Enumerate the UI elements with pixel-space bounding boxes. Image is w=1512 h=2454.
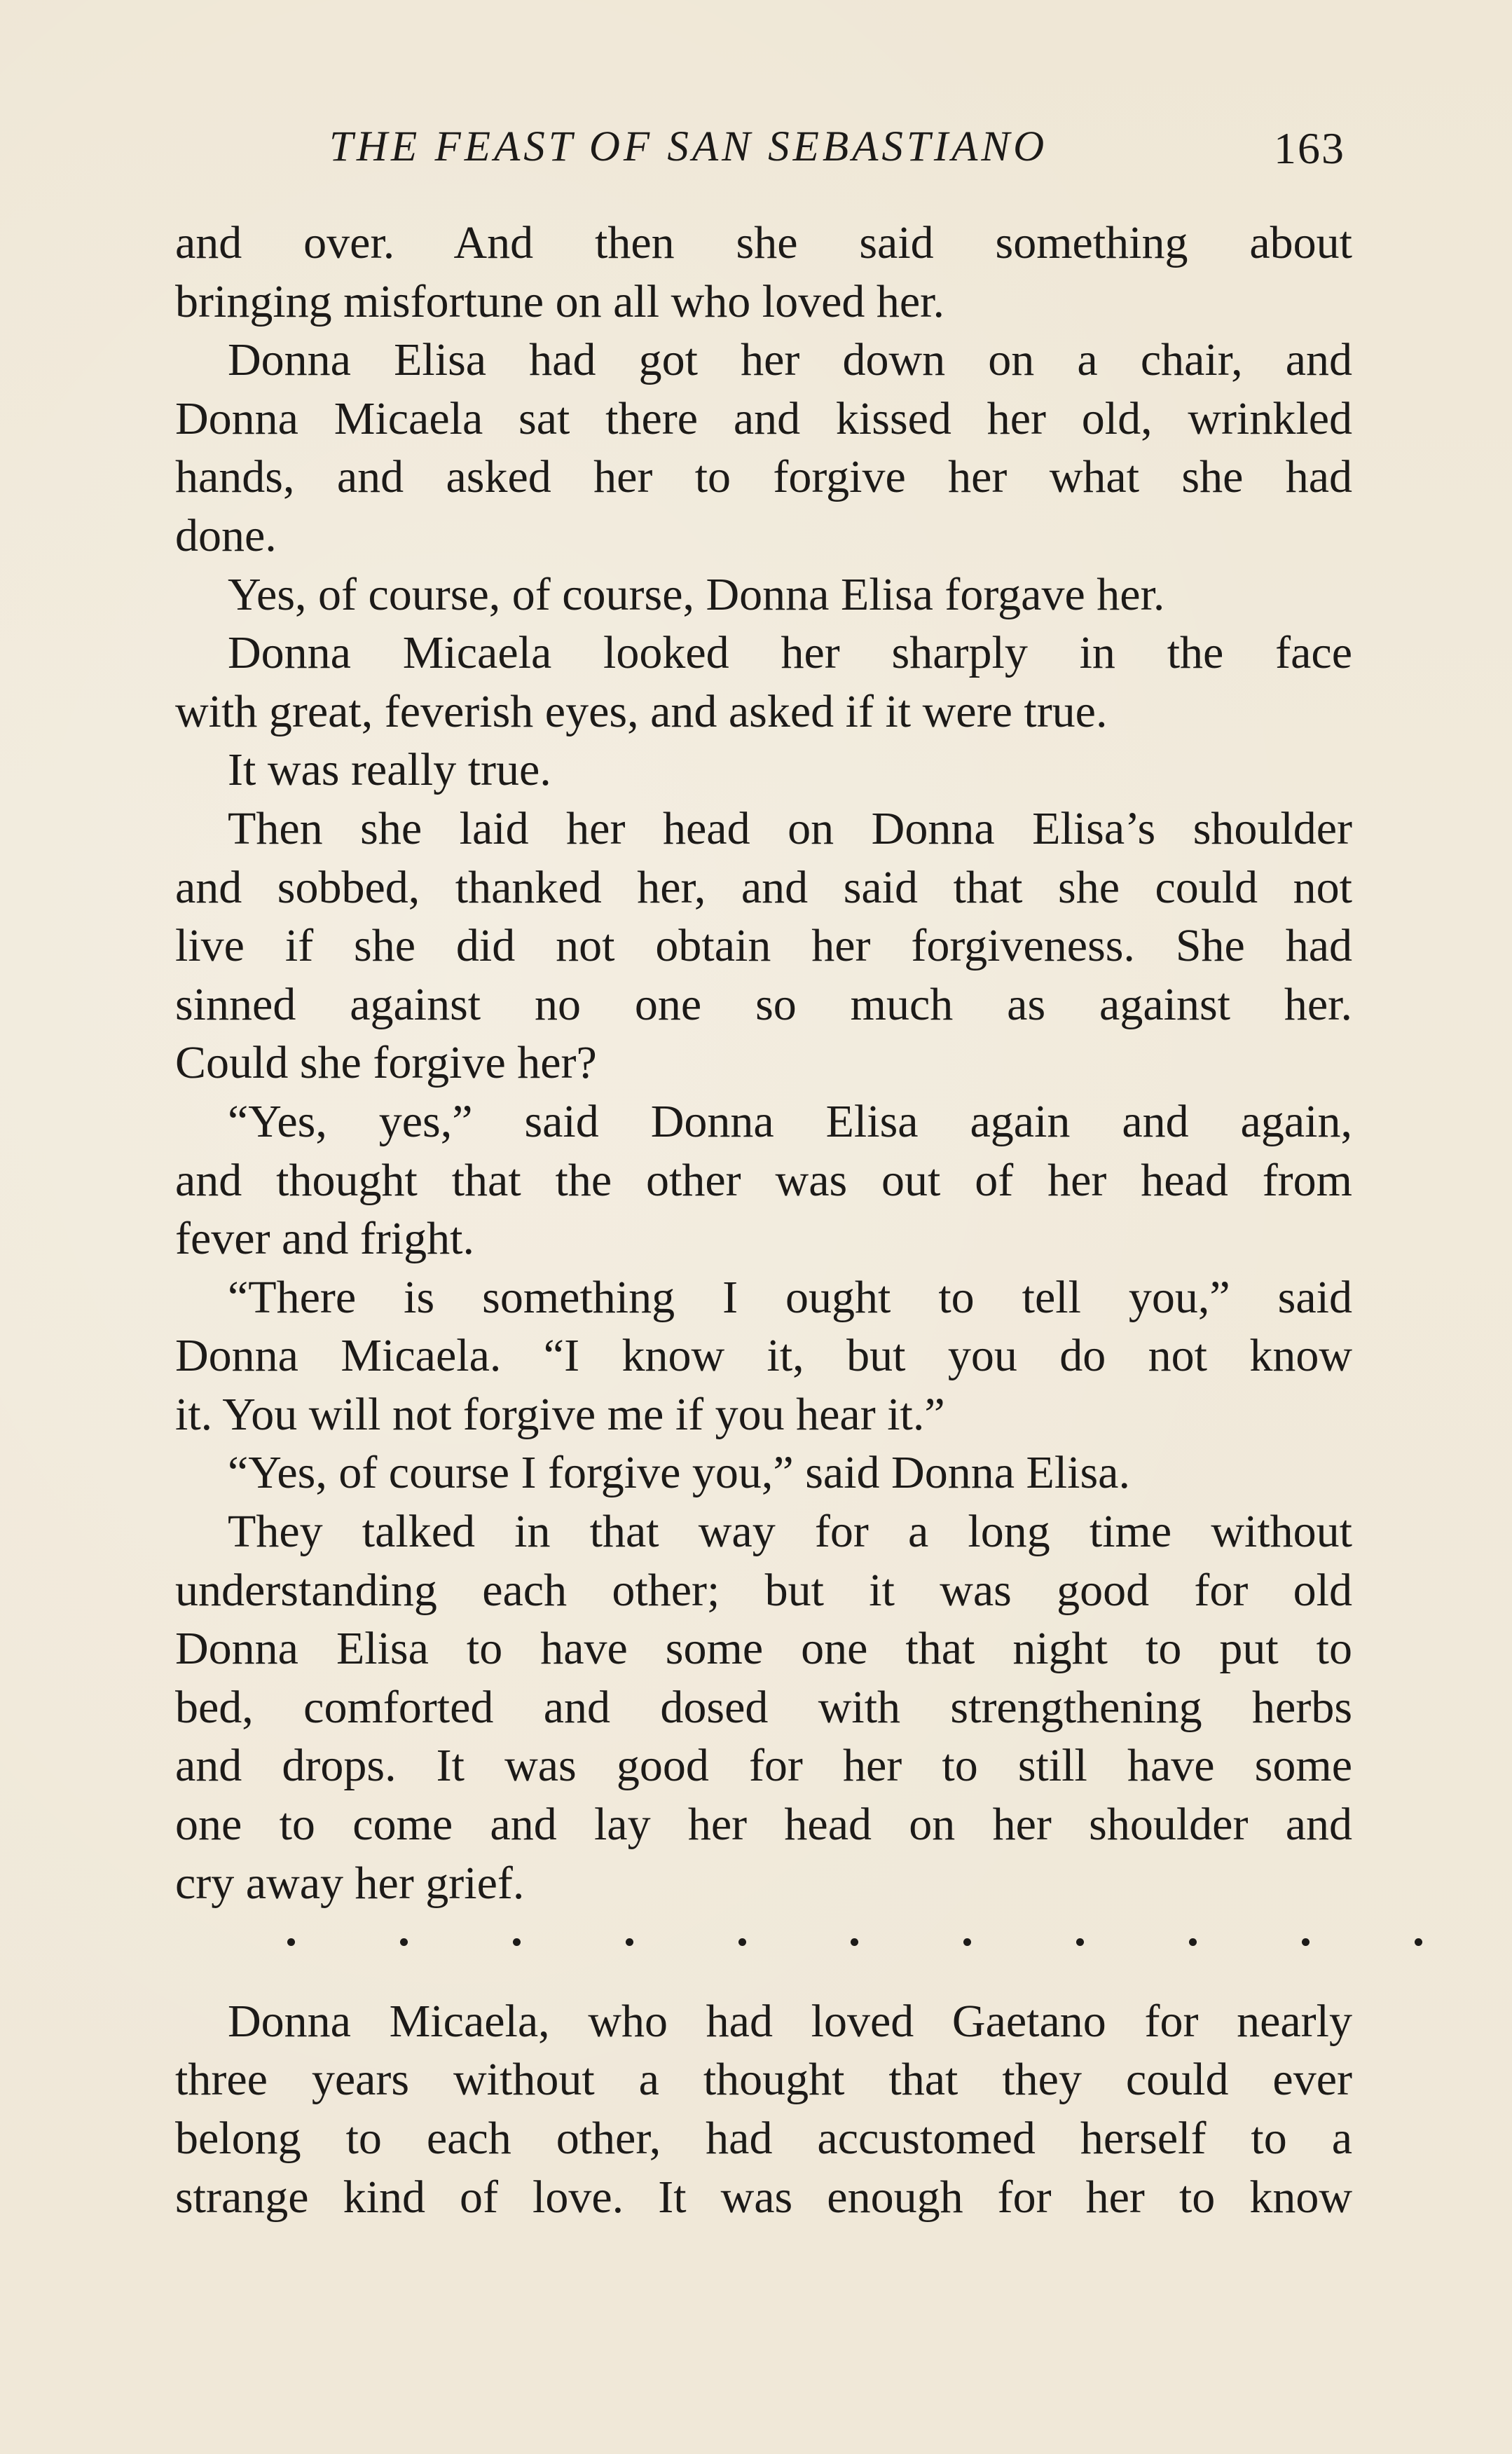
text-line: it. You will not forgive me if you hear it.” bbox=[175, 1388, 945, 1440]
text-line: done. bbox=[175, 509, 277, 561]
text-line: Yes, of course, of course, Donna Elisa forgave her. bbox=[228, 568, 1165, 620]
section-break-dot bbox=[1189, 1938, 1197, 1946]
text-line: Could she forgive her? bbox=[175, 1037, 597, 1089]
text-line: and over. And then she said something about bbox=[175, 217, 1352, 268]
section-break-dot bbox=[1415, 1938, 1422, 1946]
text-line: Donna Micaela looked her sharply in the face bbox=[228, 627, 1352, 679]
text-line: cry away her grief. bbox=[175, 1857, 525, 1909]
text-line: Donna Micaela, who had loved Gaetano for nearly bbox=[228, 1995, 1352, 2047]
section-gap bbox=[175, 1971, 1352, 1992]
text-line: It was really true. bbox=[228, 744, 551, 796]
text-line: bed, comforted and dosed with strengthening herbs bbox=[175, 1681, 1352, 1733]
section-break-dot bbox=[513, 1938, 521, 1946]
section-break-dot bbox=[1076, 1938, 1084, 1946]
section-break-dot bbox=[738, 1938, 746, 1946]
text-line: and sobbed, thanked her, and said that she could not bbox=[175, 861, 1352, 913]
text-line: three years without a thought that they could ever bbox=[175, 2054, 1352, 2106]
text-line: Donna Elisa had got her down on a chair, and bbox=[228, 334, 1352, 386]
section-break-dot bbox=[1302, 1938, 1310, 1946]
body-text bbox=[175, 214, 1352, 2226]
text-line: understanding each other; but it was good for old bbox=[175, 1564, 1352, 1616]
text-line: strange kind of love. It was enough for her to know bbox=[175, 2171, 1352, 2223]
section-break-dot bbox=[963, 1938, 971, 1946]
text-line: belong to each other, had accustomed herself to a bbox=[175, 2113, 1352, 2164]
page-number: 163 bbox=[1274, 123, 1345, 173]
section-break-dot bbox=[851, 1938, 858, 1946]
text-line: and drops. It was good for her to still have some bbox=[175, 1740, 1352, 1792]
text-line: “There is something I ought to tell you,” said bbox=[228, 1271, 1352, 1323]
section-break bbox=[287, 1912, 1422, 1971]
text-line: “Yes, yes,” said Donna Elisa again and again, bbox=[228, 1095, 1352, 1147]
text-line: one to come and lay her head on her shoulder and bbox=[175, 1799, 1352, 1851]
text-line: live if she did not obtain her forgiveness. She had bbox=[175, 920, 1352, 972]
section-break-dot bbox=[287, 1938, 295, 1946]
text-line: fever and fright. bbox=[175, 1213, 474, 1265]
text-line: Donna Micaela sat there and kissed her old, wrinkled bbox=[175, 392, 1352, 444]
text-line: bringing misfortune on all who loved her. bbox=[175, 275, 944, 327]
text-line: “Yes, of course I forgive you,” said Donna Elisa. bbox=[228, 1447, 1130, 1499]
text-before-break bbox=[175, 214, 1352, 1912]
text-line: sinned against no one so much as against her. bbox=[175, 978, 1352, 1030]
text-after-break bbox=[175, 1992, 1352, 2226]
text-line: and thought that the other was out of her head from bbox=[175, 1154, 1352, 1206]
text-line: Then she laid her head on Donna Elisa’s shoulder bbox=[228, 802, 1352, 854]
running-header bbox=[329, 123, 1345, 179]
text-line: Donna Micaela. “I know it, but you do not know bbox=[175, 1330, 1352, 1382]
text-line: They talked in that way for a long time without bbox=[228, 1506, 1352, 1558]
text-line: Donna Elisa to have some one that night to put to bbox=[175, 1623, 1352, 1675]
running-title: THE FEAST OF SAN SEBASTIANO bbox=[329, 123, 1048, 170]
text-line: with great, feverish eyes, and asked if it were true. bbox=[175, 685, 1108, 737]
text-line: hands, and asked her to forgive her what she had bbox=[175, 451, 1352, 503]
section-break-dot bbox=[626, 1938, 633, 1946]
section-break-dot bbox=[400, 1938, 408, 1946]
